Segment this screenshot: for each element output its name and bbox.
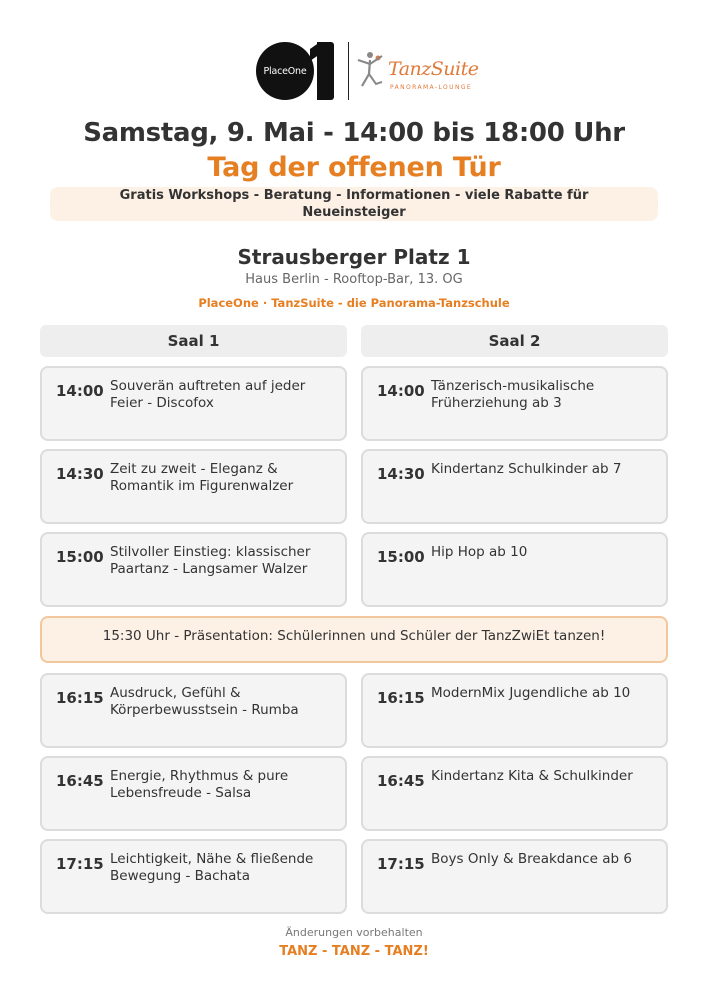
footer-slogan: TANZ - TANZ - TANZ! <box>279 944 429 959</box>
session-card <box>361 673 668 748</box>
session-card <box>40 839 347 914</box>
session-title: Leichtigkeit, Nähe & fließende Bewegung - Bachata <box>110 851 314 884</box>
session-time: 14:00 <box>377 382 425 400</box>
logo-divider <box>348 42 349 100</box>
event-title: Tag der offenen Tür <box>207 152 501 183</box>
session-title: Souverän auftreten auf jeder Feier - Discofox <box>110 378 306 411</box>
session-card <box>40 673 347 748</box>
session-card <box>361 532 668 607</box>
session-time: 16:15 <box>377 689 425 707</box>
promo-banner: Gratis Workshops - Beratung - Informationen - viele Rabatte für Neueinsteiger <box>50 187 658 221</box>
tanzsuite-logo: TanzSuite <box>388 58 479 80</box>
logo-bar <box>0 40 708 102</box>
session-title: Ausdruck, Gefühl & Körperbewusstsein - Rumba <box>110 685 299 718</box>
placeone-logo: PlaceOne <box>256 42 314 100</box>
placeone-logo-one-mark <box>317 42 334 100</box>
session-card <box>361 449 668 524</box>
session-title: Kindertanz Schulkinder ab 7 <box>431 461 622 477</box>
venue-address: Strausberger Platz 1 <box>237 245 471 269</box>
session-card <box>40 532 347 607</box>
session-title: Hip Hop ab 10 <box>431 544 528 560</box>
session-card <box>40 756 347 831</box>
column-header-saal-2: Saal 2 <box>361 325 668 357</box>
session-time: 15:00 <box>377 548 425 566</box>
session-title: Stilvoller Einstieg: klassischer Paartanz - Langsamer Walzer <box>110 544 311 577</box>
session-time: 15:00 <box>56 548 104 566</box>
tanzsuite-logo-sub: PANORAMA-LOUNGE <box>390 84 473 91</box>
session-card <box>361 839 668 914</box>
session-card <box>361 756 668 831</box>
venue-brand: PlaceOne · TanzSuite - die Panorama-Tanzschule <box>198 296 510 310</box>
session-title: Zeit zu zweit - Eleganz & Romantik im Figurenwalzer <box>110 461 294 494</box>
dancer-icon <box>356 50 386 90</box>
footer-note: Änderungen vorbehalten <box>285 926 423 939</box>
session-time: 16:45 <box>377 772 425 790</box>
session-title: ModernMix Jugendliche ab 10 <box>431 685 631 701</box>
venue-location: Haus Berlin - Rooftop-Bar, 13. OG <box>245 272 463 287</box>
session-time: 14:30 <box>377 465 425 483</box>
session-time: 14:00 <box>56 382 104 400</box>
session-card <box>40 449 347 524</box>
column-header-saal-1: Saal 1 <box>40 325 347 357</box>
session-time: 16:45 <box>56 772 104 790</box>
presentation-banner: 15:30 Uhr - Präsentation: Schülerinnen und Schüler der TanzZwiEt tanzen! <box>40 616 668 663</box>
session-title: Tänzerisch-musikalische Früherziehung ab 3 <box>431 378 595 411</box>
session-time: 16:15 <box>56 689 104 707</box>
session-card <box>361 366 668 441</box>
session-title: Energie, Rhythmus & pure Lebensfreude - Salsa <box>110 768 289 801</box>
session-time: 17:15 <box>56 855 104 873</box>
session-time: 14:30 <box>56 465 104 483</box>
session-title: Boys Only & Breakdance ab 6 <box>431 851 632 867</box>
session-card <box>40 366 347 441</box>
session-time: 17:15 <box>377 855 425 873</box>
event-date: Samstag, 9. Mai - 14:00 bis 18:00 Uhr <box>83 118 625 148</box>
session-title: Kindertanz Kita & Schulkinder <box>431 768 633 784</box>
